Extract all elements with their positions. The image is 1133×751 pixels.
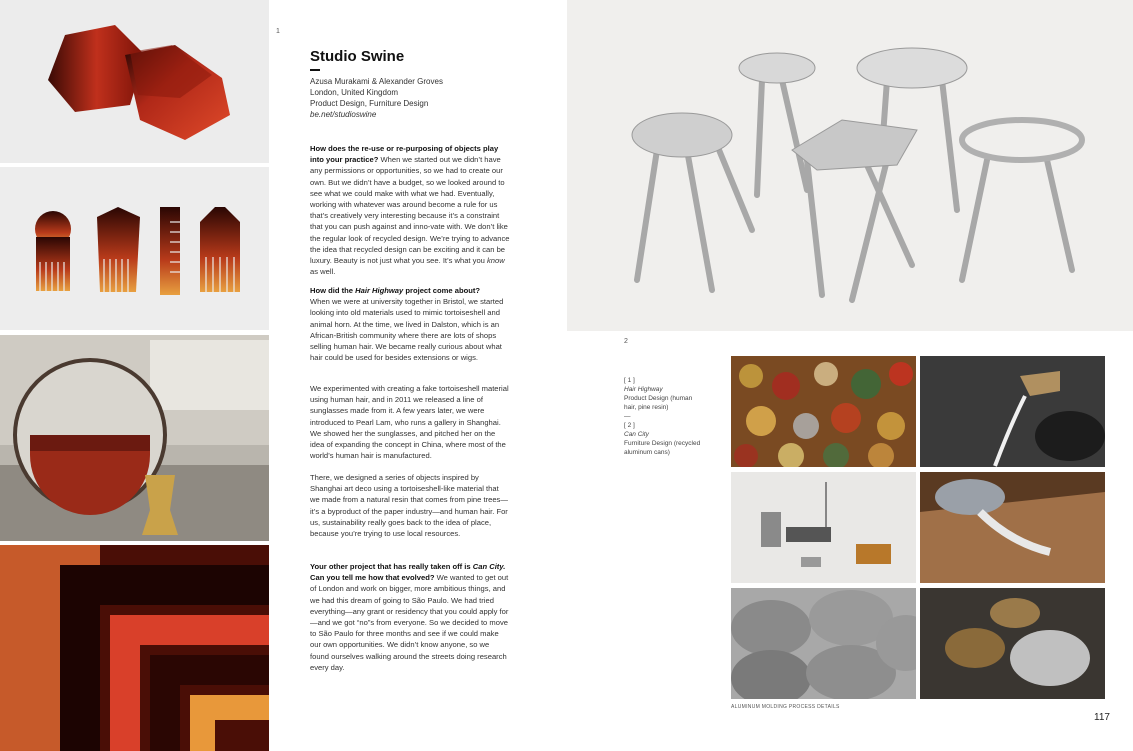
answer-1b: as well.	[310, 267, 336, 277]
title-rule	[310, 69, 320, 71]
answer-1a: When we started out we didn’t have any permissions or opportunities, so we had to create our own. But we didn’t have a budget, so we looked around to see what we could make with what we had. Eventually, working with whatever was around become a rule for us that’s creatively very interesting because it’s a constraint that you can push against and inno-vate with. We don’t like the regular look of recycled design. We’re trying to advance the idea that recycled design can be exciting and it can be luxury. Beauty is not just what you see. It’s what you	[310, 155, 510, 266]
page-number: 117	[1094, 712, 1110, 723]
sand-mold-illustration	[920, 472, 1105, 583]
pouring-mold-photo	[920, 472, 1105, 583]
molten-pour-illustration	[920, 356, 1105, 467]
caption-1-line-1: Product Design (human	[624, 395, 693, 402]
hexagon-box-illustration	[0, 0, 269, 163]
answer-1-emphasis: know	[487, 256, 505, 266]
tortoiseshell-pattern-photo	[0, 545, 269, 751]
designer-location: London, United Kingdom	[310, 88, 399, 97]
caption-2-line-1: Furniture Design (recycled	[624, 440, 701, 447]
question-2b: project come about?	[403, 286, 481, 295]
hands-seat-illustration	[920, 588, 1105, 699]
caption-1-number: [ 1 ]	[624, 377, 635, 384]
interview-paragraph-3: We experimented with creating a fake tortoiseshell material using human hair, and in 2011 we released a line of sunglasses made from it. A few years later, we were introduced to Pearl Lam, who runs a gallery in Shanghai. We showed her the sunglasses, and pitched her on the idea of expanding the concept in China, where most of the world’s human hair is manufactured.	[310, 384, 509, 461]
can-city-molds-photo	[731, 588, 916, 699]
casted-seat-photo	[920, 588, 1105, 699]
question-2a: How did the	[310, 286, 356, 295]
caption-2-title: Can City	[624, 431, 649, 438]
question-2-emphasis: Hair Highway	[355, 286, 404, 295]
mirror-cabinet-photo	[0, 335, 269, 541]
casting-kit-illustration	[731, 472, 916, 583]
designer-url[interactable]: be.net/studioswine	[310, 110, 377, 119]
caption-2-number: [ 2 ]	[624, 422, 635, 429]
caption-separator: —	[624, 413, 631, 420]
hair-box-photo	[0, 0, 269, 163]
answer-3: We wanted to get out of London and work on bigger, more ambitious things, and we had this dream of going to São Paulo. We had tried everything—any grant or residency that you could apply for—and we got “no”s from everyone. So we decided to move to São Paulo for three months and see if we could make our own opportunities. We didn’t know anyone, so we found ourselves walking around the streets doing research every day.	[310, 573, 509, 672]
question-3a: Your other project that has really taken off is	[310, 562, 473, 571]
casting-kit-photo	[731, 472, 916, 583]
crushed-cans-illustration	[731, 356, 916, 467]
interview-paragraph-5	[310, 561, 510, 673]
interview-paragraph-4: There, we designed a series of objects inspired by Shanghai art deco using a tortoiseshell-like material that we made from a natural resin that comes from pine trees—it’s a byproduct of the paper industry—and human hair. For us, sustainability really goes back to the idea of place, because you’re trying to use local resources.	[310, 473, 508, 539]
caption-1-line-2: hair, pine resin)	[624, 404, 669, 411]
chevron-pattern-illustration	[0, 545, 269, 751]
molds-illustration	[731, 588, 916, 699]
designer-discipline: Product Design, Furniture Design	[310, 99, 429, 108]
question-1: How does the re-use or re-purposing of objects play into your practice?	[310, 144, 499, 165]
process-caption: ALUMINUM MOLDING PROCESS DETAILS	[731, 704, 840, 710]
question-2	[310, 286, 480, 295]
combs-illustration	[0, 167, 269, 330]
hair-combs-photo	[0, 167, 269, 330]
answer-2: When we were at university together in Bristol, we started looking into old materials used to mimic tortoiseshell and animal horn. At the time, we lived in Dalston, which is an African-British community where there are lots of shops selling human hair. We became really curious about what hair could be used for besides extensions or wigs.	[310, 297, 504, 363]
crushed-cans-photo	[731, 356, 916, 467]
image-marker-1: 1	[276, 28, 280, 35]
aluminum-stools-photo	[567, 0, 1133, 331]
interview-paragraph-1	[310, 143, 510, 277]
caption-1-title: Hair Highway	[624, 386, 663, 393]
molten-aluminum-photo	[920, 356, 1105, 467]
question-3-emphasis: Can City.	[472, 562, 506, 571]
designer-names: Azusa Murakami & Alexander Groves	[310, 77, 443, 86]
question-3b: Can you tell me how that evolved?	[310, 573, 435, 583]
image-marker-2: 2	[624, 338, 628, 345]
stools-illustration	[567, 0, 1133, 331]
caption-2-line-2: aluminum cans)	[624, 449, 670, 456]
mirror-cabinet-illustration	[0, 335, 269, 541]
interview-paragraph-2	[310, 285, 510, 363]
page-title: Studio Swine	[310, 48, 405, 65]
